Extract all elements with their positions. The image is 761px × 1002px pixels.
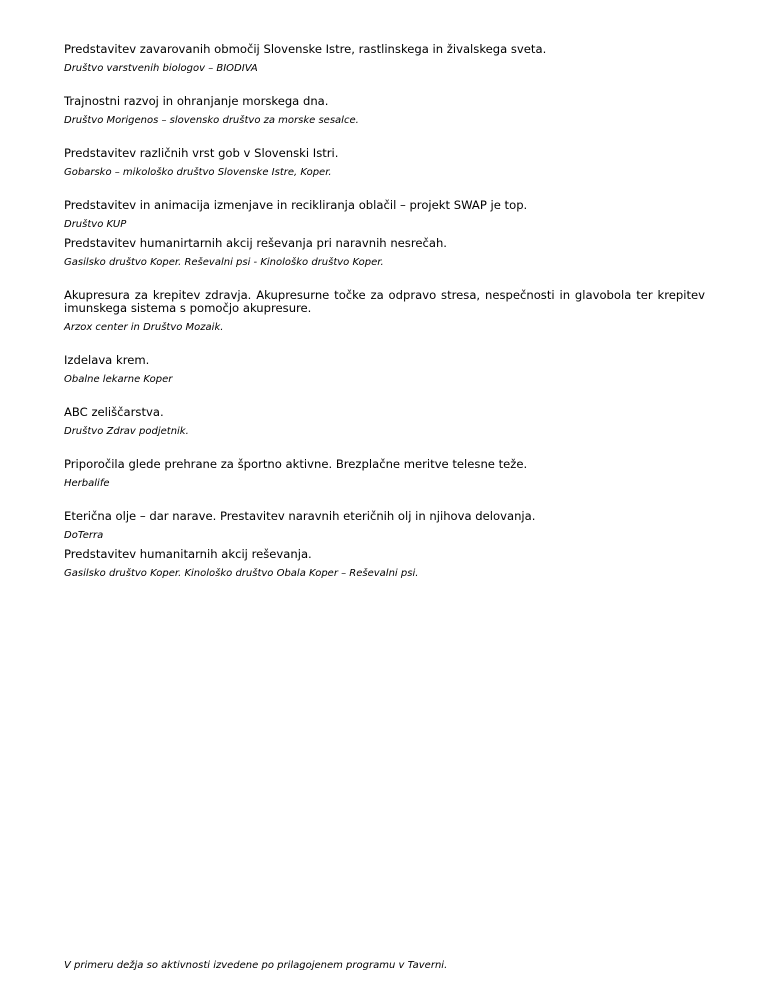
activity-description: Predstavitev zavarovanih območij Slovenske Istre, rastlinskega in živalskega sveta. xyxy=(64,42,547,56)
list-item xyxy=(64,95,705,127)
activity-organization: Društvo varstvenih biologov – BIODIVA xyxy=(64,63,258,74)
activity-description: Predstavitev humanirtarnih akcij reševanja pri naravnih nesrečah. xyxy=(64,236,447,250)
activity-description: Predstavitev različnih vrst gob v Slovenski Istri. xyxy=(64,146,339,160)
activity-organization: Društvo Zdrav podjetnik. xyxy=(64,426,189,437)
activity-organization: Gobarsko – mikološko društvo Slovenske Istre, Koper. xyxy=(64,167,332,178)
activity-description: Eterična olje – dar narave. Prestavitev naravnih eteričnih olj in njihova delovanja. xyxy=(64,509,536,523)
activity-organization: Arzox center in Društvo Mozaik. xyxy=(64,322,224,333)
list-item xyxy=(64,289,705,334)
activity-organization: Društvo KUP xyxy=(64,219,127,230)
activity-description: Priporočila glede prehrane za športno aktivne. Brezplačne meritve telesne teže. xyxy=(64,457,528,471)
list-item xyxy=(64,147,705,179)
activity-organization: DoTerra xyxy=(64,530,104,541)
list-item xyxy=(64,406,705,438)
activity-description: Akupresura za krepitev zdravja. Akupresurne točke za odpravo stresa, nespečnosti in glavobola ter krepitev imunskega sistema s pomočjo akupresure. xyxy=(64,288,705,315)
list-item xyxy=(64,199,705,231)
activity-description: Izdelava krem. xyxy=(64,353,150,367)
activity-organization: Herbalife xyxy=(64,478,110,489)
activity-description: Predstavitev humanitarnih akcij reševanja. xyxy=(64,547,312,561)
activity-organization: Obalne lekarne Koper xyxy=(64,374,173,385)
list-item xyxy=(64,548,705,580)
activity-description: Trajnostni razvoj in ohranjanje morskega dna. xyxy=(64,94,329,108)
list-item xyxy=(64,510,705,542)
rain-note: V primeru dežja so aktivnosti izvedene po prilagojenem programu v Taverni. xyxy=(64,960,448,971)
activity-organization: Društvo Morigenos – slovensko društvo za morske sesalce. xyxy=(64,115,359,126)
activity-description: ABC zeliščarstva. xyxy=(64,405,164,419)
activity-list xyxy=(64,43,705,580)
list-item xyxy=(64,354,705,386)
list-item xyxy=(64,458,705,490)
activity-organization: Gasilsko društvo Koper. Kinološko društvo Obala Koper – Reševalni psi. xyxy=(64,568,419,579)
list-item xyxy=(64,237,705,269)
activity-description: Predstavitev in animacija izmenjave in recikliranja oblačil – projekt SWAP je top. xyxy=(64,198,528,212)
activity-organization: Gasilsko društvo Koper. Reševalni psi - Kinološko društvo Koper. xyxy=(64,257,384,268)
list-item xyxy=(64,43,705,75)
